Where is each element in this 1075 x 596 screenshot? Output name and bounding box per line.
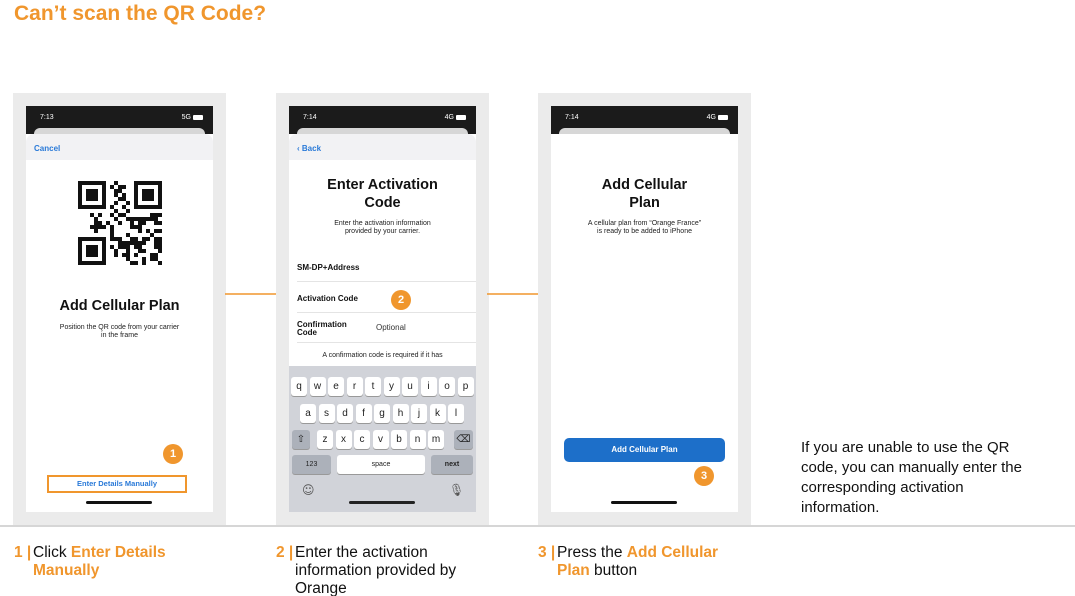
field-label bbox=[297, 321, 347, 337]
subtitle-line: A cellular plan from “Orange France” bbox=[587, 220, 702, 227]
key-b[interactable]: b bbox=[391, 430, 407, 449]
key-g[interactable]: g bbox=[374, 404, 390, 423]
key-i[interactable]: i bbox=[421, 377, 437, 396]
step-text bbox=[33, 544, 203, 580]
step-badge-3: 3 bbox=[694, 466, 714, 486]
page-title: Can’t scan the QR Code? bbox=[14, 2, 267, 25]
home-indicator bbox=[349, 501, 415, 504]
battery-icon bbox=[193, 115, 203, 120]
back-label: Back bbox=[301, 144, 322, 153]
screen-subtitle bbox=[38, 324, 201, 340]
subtitle-line: in the frame bbox=[101, 332, 138, 339]
numbers-key[interactable]: 123 bbox=[292, 455, 331, 474]
screen-title: Add Cellular Plan bbox=[59, 298, 180, 314]
key-d[interactable]: d bbox=[337, 404, 353, 423]
chevron-left-icon: ‹ bbox=[297, 144, 302, 153]
subtitle-line: provided by your carrier. bbox=[344, 228, 421, 235]
confirmation-code-field[interactable] bbox=[297, 313, 476, 343]
step-highlight: Enter Details Manually bbox=[33, 544, 166, 579]
battery-icon bbox=[456, 115, 466, 120]
screen-title bbox=[551, 176, 738, 212]
subtitle-line: is ready to be added to iPhone bbox=[597, 228, 692, 235]
key-k[interactable]: k bbox=[430, 404, 446, 423]
signal-icon: 4G bbox=[444, 114, 454, 121]
phone-screen-activation bbox=[289, 106, 476, 512]
screenshot-card-scan bbox=[13, 93, 226, 525]
next-key[interactable]: next bbox=[431, 455, 473, 474]
phone-screen-scan bbox=[26, 106, 213, 512]
nav-bar bbox=[551, 134, 738, 160]
screen-subtitle bbox=[301, 220, 464, 236]
label-line: Code bbox=[297, 328, 317, 337]
key-h[interactable]: h bbox=[393, 404, 409, 423]
key-z[interactable]: z bbox=[317, 430, 333, 449]
screen-title bbox=[289, 176, 476, 212]
cancel-button[interactable]: Cancel bbox=[34, 144, 61, 153]
shift-key[interactable] bbox=[292, 430, 310, 449]
key-c[interactable]: c bbox=[354, 430, 370, 449]
space-key[interactable]: space bbox=[337, 455, 425, 474]
key-n[interactable]: n bbox=[410, 430, 426, 449]
keyboard bbox=[289, 366, 476, 512]
confirmation-hint: A confirmation code is required if it has bbox=[322, 352, 443, 359]
key-v[interactable]: v bbox=[373, 430, 389, 449]
key-y[interactable]: y bbox=[384, 377, 400, 396]
step-highlight: Add Cellular Plan bbox=[557, 544, 719, 579]
status-time: 7:14 bbox=[303, 114, 317, 121]
shift-icon: ⇧ bbox=[296, 434, 306, 445]
title-line: Plan bbox=[629, 195, 660, 211]
phone-screen-confirm bbox=[551, 106, 738, 512]
step-prefix: Press the bbox=[557, 544, 627, 561]
instruction-note: If you are unable to use the QR code, you can manually enter the corresponding activation information. bbox=[801, 439, 1022, 516]
confirmation-placeholder: Optional bbox=[376, 323, 406, 332]
screenshot-card-confirm bbox=[538, 93, 751, 525]
battery-icon bbox=[718, 115, 728, 120]
key-w[interactable]: w bbox=[310, 377, 326, 396]
emoji-icon[interactable]: ☺ bbox=[302, 483, 315, 497]
step-prefix: Click bbox=[33, 544, 71, 561]
microphone-icon[interactable]: 🎙 bbox=[449, 483, 465, 497]
add-cellular-plan-button[interactable]: Add Cellular Plan bbox=[564, 438, 725, 462]
key-x[interactable]: x bbox=[336, 430, 352, 449]
home-indicator bbox=[611, 501, 677, 504]
key-o[interactable]: o bbox=[439, 377, 455, 396]
key-e[interactable]: e bbox=[328, 377, 344, 396]
signal-icon: 5G bbox=[181, 114, 191, 121]
key-t[interactable]: t bbox=[365, 377, 381, 396]
title-line: Code bbox=[364, 195, 401, 211]
backspace-icon: ⌫ bbox=[456, 434, 471, 445]
nav-bar bbox=[26, 134, 213, 160]
key-u[interactable]: u bbox=[402, 377, 418, 396]
screen-subtitle bbox=[563, 220, 726, 236]
delete-key[interactable] bbox=[454, 430, 473, 449]
enter-details-manually-button[interactable]: Enter Details Manually bbox=[47, 475, 187, 493]
title-line: Add Cellular bbox=[601, 177, 688, 193]
key-s[interactable]: s bbox=[319, 404, 335, 423]
nav-bar bbox=[289, 134, 476, 160]
field-label: SM-DP+Address bbox=[297, 263, 360, 272]
step-number: 3 | bbox=[538, 544, 556, 561]
key-f[interactable]: f bbox=[356, 404, 372, 423]
step-text bbox=[557, 544, 752, 580]
qr-code-icon bbox=[78, 181, 162, 265]
key-r[interactable]: r bbox=[347, 377, 363, 396]
key-j[interactable]: j bbox=[411, 404, 427, 423]
key-l[interactable]: l bbox=[448, 404, 464, 423]
field-label: Activation Code bbox=[297, 294, 358, 303]
key-m[interactable]: m bbox=[428, 430, 444, 449]
step-number: 2 | bbox=[276, 544, 294, 561]
step-text: Enter the activation information provided by Orange bbox=[295, 544, 457, 596]
status-time: 7:14 bbox=[565, 114, 579, 121]
key-p[interactable]: p bbox=[458, 377, 474, 396]
activation-code-field[interactable] bbox=[297, 283, 476, 313]
divider bbox=[0, 525, 1075, 527]
key-a[interactable]: a bbox=[300, 404, 316, 423]
step-number: 1 | bbox=[14, 544, 32, 561]
subtitle-line: Position the QR code from your carrier bbox=[59, 324, 180, 331]
status-time: 7:13 bbox=[40, 114, 54, 121]
back-button[interactable] bbox=[297, 144, 321, 153]
subtitle-line: Enter the activation information bbox=[334, 220, 431, 227]
signal-icon: 4G bbox=[706, 114, 716, 121]
step-badge-2: 2 bbox=[391, 290, 411, 310]
home-indicator bbox=[86, 501, 152, 504]
step-suffix: button bbox=[589, 562, 638, 579]
sm-dp-address-field[interactable] bbox=[297, 252, 476, 282]
key-q[interactable]: q bbox=[291, 377, 307, 396]
step-badge-1: 1 bbox=[163, 444, 183, 464]
screenshot-card-activation bbox=[276, 93, 489, 525]
title-line: Enter Activation bbox=[327, 177, 438, 193]
label-line: Confirmation bbox=[297, 320, 347, 329]
